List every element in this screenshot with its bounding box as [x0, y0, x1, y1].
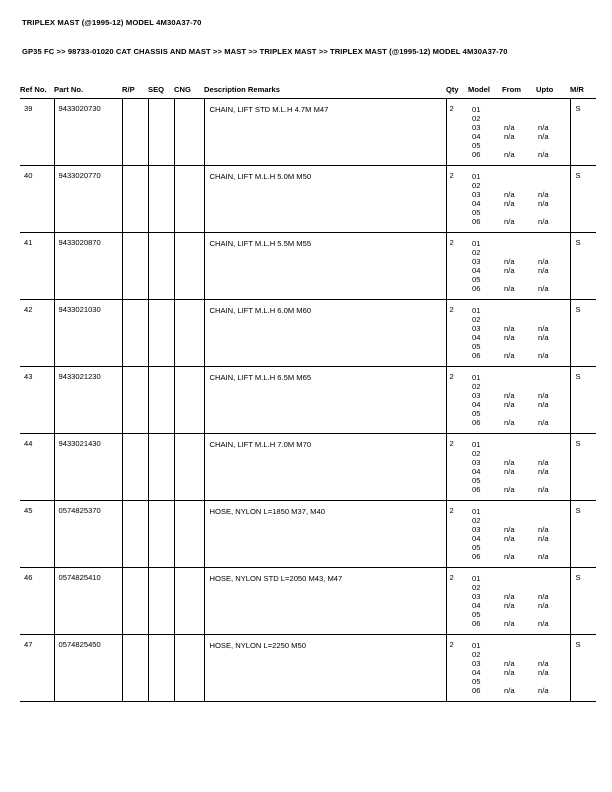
cell-mr: S [570, 367, 596, 434]
cell-cng [174, 166, 204, 233]
cell-cng [174, 99, 204, 166]
cell-ref-no: 46 [20, 568, 54, 635]
table-row[interactable] [20, 99, 596, 166]
cell-mr: S [570, 300, 596, 367]
cell-qty: 2 [446, 568, 468, 635]
cell-seq [148, 501, 174, 568]
cell-seq [148, 166, 174, 233]
cell-upto-list: n/a n/a n/a [536, 300, 570, 367]
cell-from-list: n/a n/a n/a [502, 568, 536, 635]
cell-seq [148, 300, 174, 367]
cell-ref-no: 47 [20, 635, 54, 702]
cell-from-list: n/a n/a n/a [502, 233, 536, 300]
cell-qty: 2 [446, 166, 468, 233]
breadcrumb: GP35 FC >> 98733-01020 CAT CHASSIS AND MAST >> MAST >> TRIPLEX MAST >> TRIPLEX MAST (@1995-12) MODEL 4M30A37-70 [22, 47, 508, 56]
cell-description: CHAIN, LIFT M.L.H 6.5M M65 [204, 367, 446, 434]
column-header-description: Description Remarks [204, 78, 446, 99]
cell-model-list: 01 02 03 04 05 06 [468, 501, 502, 568]
cell-ref-no: 40 [20, 166, 54, 233]
cell-mr: S [570, 501, 596, 568]
cell-seq [148, 434, 174, 501]
cell-seq [148, 233, 174, 300]
table-row[interactable] [20, 635, 596, 702]
cell-qty: 2 [446, 434, 468, 501]
column-header-rp: R/P [122, 78, 148, 99]
parts-table [20, 78, 596, 702]
cell-upto-list: n/a n/a n/a [536, 635, 570, 702]
cell-description: HOSE, NYLON L=1850 M37, M40 [204, 501, 446, 568]
cell-upto-list: n/a n/a n/a [536, 99, 570, 166]
cell-model-list: 01 02 03 04 05 06 [468, 300, 502, 367]
table-row[interactable] [20, 434, 596, 501]
cell-qty: 2 [446, 367, 468, 434]
parts-table-header [20, 78, 596, 99]
column-header-from: From [502, 78, 536, 99]
cell-rp [122, 434, 148, 501]
column-header-part: Part No. [54, 78, 122, 99]
cell-qty: 2 [446, 99, 468, 166]
cell-rp [122, 568, 148, 635]
cell-seq [148, 635, 174, 702]
cell-cng [174, 233, 204, 300]
cell-ref-no: 39 [20, 99, 54, 166]
table-row[interactable] [20, 300, 596, 367]
column-header-mr: M/R [570, 78, 596, 99]
cell-part-no: 0574825410 [54, 568, 122, 635]
cell-from-list: n/a n/a n/a [502, 501, 536, 568]
cell-mr: S [570, 568, 596, 635]
cell-model-list: 01 02 03 04 05 06 [468, 99, 502, 166]
cell-upto-list: n/a n/a n/a [536, 568, 570, 635]
cell-upto-list: n/a n/a n/a [536, 434, 570, 501]
cell-ref-no: 41 [20, 233, 54, 300]
cell-part-no: 9433020870 [54, 233, 122, 300]
column-header-seq: SEQ [148, 78, 174, 99]
cell-qty: 2 [446, 300, 468, 367]
parts-table-body [20, 99, 596, 702]
cell-model-list: 01 02 03 04 05 06 [468, 568, 502, 635]
cell-part-no: 0574825370 [54, 501, 122, 568]
column-header-qty: Qty [446, 78, 468, 99]
cell-rp [122, 300, 148, 367]
cell-qty: 2 [446, 635, 468, 702]
cell-from-list: n/a n/a n/a [502, 367, 536, 434]
column-header-model: Model [468, 78, 502, 99]
cell-rp [122, 501, 148, 568]
column-header-upto: Upto [536, 78, 570, 99]
table-row[interactable] [20, 166, 596, 233]
cell-mr: S [570, 233, 596, 300]
cell-model-list: 01 02 03 04 05 06 [468, 166, 502, 233]
cell-part-no: 9433020730 [54, 99, 122, 166]
cell-rp [122, 233, 148, 300]
table-row[interactable] [20, 501, 596, 568]
table-header-row [20, 78, 596, 99]
cell-ref-no: 42 [20, 300, 54, 367]
cell-from-list: n/a n/a n/a [502, 434, 536, 501]
cell-model-list: 01 02 03 04 05 06 [468, 434, 502, 501]
cell-cng [174, 635, 204, 702]
cell-upto-list: n/a n/a n/a [536, 501, 570, 568]
table-row[interactable] [20, 568, 596, 635]
cell-description: CHAIN, LIFT M.L.H 5.5M M55 [204, 233, 446, 300]
cell-part-no: 0574825450 [54, 635, 122, 702]
cell-description: CHAIN, LIFT STD M.L.H 4.7M M47 [204, 99, 446, 166]
cell-from-list: n/a n/a n/a [502, 166, 536, 233]
cell-description: HOSE, NYLON STD L=2050 M43, M47 [204, 568, 446, 635]
table-row[interactable] [20, 367, 596, 434]
page-title: TRIPLEX MAST (@1995-12) MODEL 4M30A37-70 [22, 18, 202, 27]
cell-ref-no: 43 [20, 367, 54, 434]
cell-from-list: n/a n/a n/a [502, 300, 536, 367]
cell-mr: S [570, 434, 596, 501]
cell-mr: S [570, 635, 596, 702]
cell-part-no: 9433021030 [54, 300, 122, 367]
cell-from-list: n/a n/a n/a [502, 99, 536, 166]
cell-cng [174, 501, 204, 568]
cell-mr: S [570, 99, 596, 166]
cell-rp [122, 166, 148, 233]
cell-part-no: 9433021230 [54, 367, 122, 434]
cell-cng [174, 367, 204, 434]
cell-seq [148, 99, 174, 166]
cell-part-no: 9433021430 [54, 434, 122, 501]
cell-model-list: 01 02 03 04 05 06 [468, 635, 502, 702]
cell-upto-list: n/a n/a n/a [536, 233, 570, 300]
cell-cng [174, 568, 204, 635]
cell-model-list: 01 02 03 04 05 06 [468, 367, 502, 434]
cell-rp [122, 99, 148, 166]
cell-description: CHAIN, LIFT M.L.H 5.0M M50 [204, 166, 446, 233]
cell-rp [122, 635, 148, 702]
cell-ref-no: 45 [20, 501, 54, 568]
cell-cng [174, 434, 204, 501]
cell-part-no: 9433020770 [54, 166, 122, 233]
cell-rp [122, 367, 148, 434]
cell-ref-no: 44 [20, 434, 54, 501]
cell-qty: 2 [446, 233, 468, 300]
cell-from-list: n/a n/a n/a [502, 635, 536, 702]
cell-mr: S [570, 166, 596, 233]
cell-model-list: 01 02 03 04 05 06 [468, 233, 502, 300]
cell-description: CHAIN, LIFT M.L.H 6.0M M60 [204, 300, 446, 367]
cell-seq [148, 367, 174, 434]
column-header-cng: CNG [174, 78, 204, 99]
column-header-ref: Ref No. [20, 78, 54, 99]
cell-cng [174, 300, 204, 367]
cell-description: HOSE, NYLON L=2250 M50 [204, 635, 446, 702]
cell-upto-list: n/a n/a n/a [536, 166, 570, 233]
cell-qty: 2 [446, 501, 468, 568]
cell-upto-list: n/a n/a n/a [536, 367, 570, 434]
cell-seq [148, 568, 174, 635]
cell-description: CHAIN, LIFT M.L.H 7.0M M70 [204, 434, 446, 501]
table-row[interactable] [20, 233, 596, 300]
